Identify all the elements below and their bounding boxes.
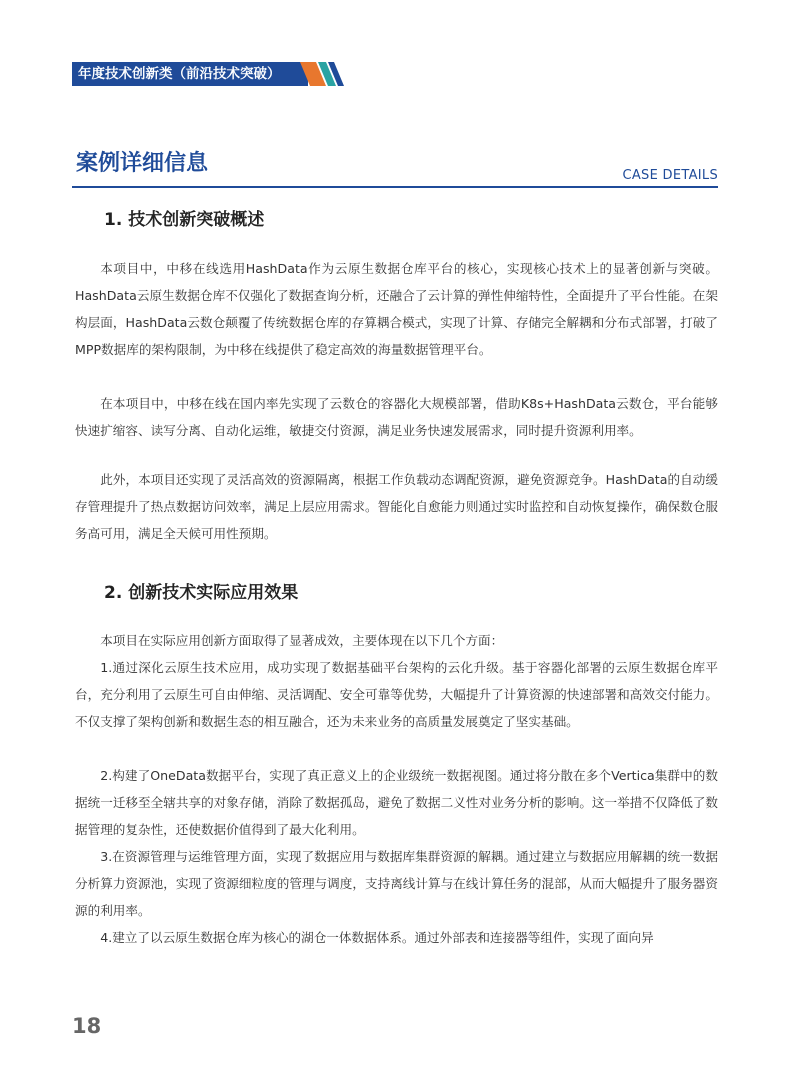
- part2-item-1: 1.通过深化云原生技术应用，成功实现了数据基础平台架构的云化升级。基于容器化部署的云原生数据仓库平台，充分利用了云原生可自由伸缩、灵活调配、安全可靠等优势，大幅提升了计算资源的快速部署和高效交付能力。不仅支撑了架构创新和数据生态的相互融合，还为未来业务的高质量发展奠定了坚实基础。: [75, 660, 718, 729]
- part1-paragraph-2: 在本项目中，中移在线在国内率先实现了云数仓的容器化大规模部署，借助K8s+HashData云数仓，平台能够快速扩缩容、读写分离、自动化运维，敏捷交付资源，满足业务快速发展需求，同时提升资源利用率。: [75, 396, 718, 438]
- part2-item-2: 2.构建了OneData数据平台，实现了真正意义上的企业级统一数据视图。通过将分散在多个Vertica集群中的数据统一迁移至全辖共享的对象存储，消除了数据孤岛，避免了数据二义性对业务分析的影响。这一举措不仅降低了数据管理的复杂性，还使数据价值得到了最大化利用。: [75, 768, 718, 837]
- banner-stripes-icon: [300, 62, 350, 86]
- section-subtitle: CASE DETAILS: [622, 168, 718, 183]
- part1-paragraph-3: 此外，本项目还实现了灵活高效的资源隔离，根据工作负载动态调配资源，避免资源竞争。HashData的自动缓存管理提升了热点数据访问效率，满足上层应用需求。智能化自愈能力则通过实时监控和自动恢复操作，确保数仓服务高可用，满足全天候可用性预期。: [75, 472, 718, 541]
- page-number: 18: [72, 1014, 102, 1038]
- part1-paragraph-1: 本项目中，中移在线选用HashData作为云原生数据仓库平台的核心，实现核心技术上的显著创新与突破。HashData云原生数据仓库不仅强化了数据查询分析，还融合了云计算的弹性伸缩特性，全面提升了平台性能。在架构层面，HashData云数仓颠覆了传统数据仓库的存算耦合模式，实现了计算、存储完全解耦和分布式部署，打破了MPP数据库的架构限制，为中移在线提供了稳定高效的海量数据管理平台。: [75, 261, 718, 357]
- category-banner-text: 年度技术创新类（前沿技术突破）: [78, 66, 281, 82]
- part2-item-3: 3.在资源管理与运维管理方面，实现了数据应用与数据库集群资源的解耦。通过建立与数据应用解耦的统一数据分析算力资源池，实现了资源细粒度的管理与调度，支持离线计算与在线计算任务的混部，从而大幅提升了服务器资源的利用率。: [75, 849, 718, 918]
- part2-heading: 2. 创新技术实际应用效果: [104, 583, 299, 603]
- part1-heading: 1. 技术创新突破概述: [104, 210, 265, 230]
- category-banner: [72, 62, 308, 86]
- part2-item-4: 4.建立了以云原生数据仓库为核心的湖仓一体数据体系。通过外部表和连接器等组件，实现了面向异: [100, 930, 654, 945]
- part2-intro: 本项目在实际应用创新方面取得了显著成效，主要体现在以下几个方面：: [100, 633, 504, 648]
- section-header: [72, 148, 718, 188]
- section-title: 案例详细信息: [76, 151, 209, 176]
